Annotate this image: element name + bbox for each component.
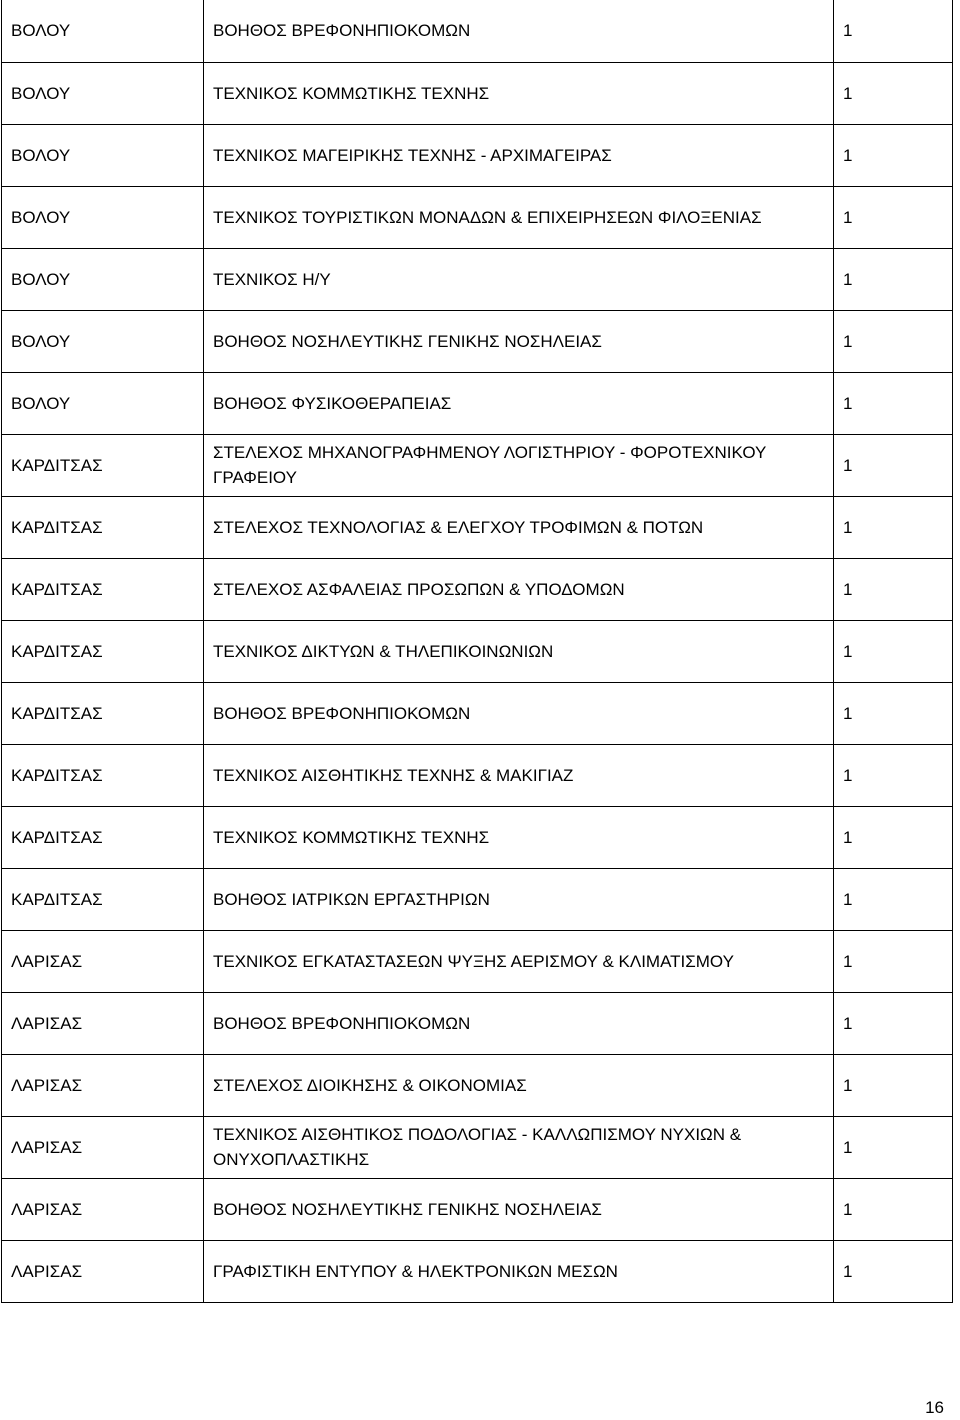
count-cell: 1 [834,434,953,496]
city-cell: ΒΟΛΟΥ [2,124,204,186]
city-cell: ΛΑΡΙΣΑΣ [2,930,204,992]
count-cell: 1 [834,186,953,248]
city-cell: ΚΑΡΔΙΤΣΑΣ [2,434,204,496]
count-cell: 1 [834,620,953,682]
specialty-cell: ΣΤΕΛΕΧΟΣ ΔΙΟΙΚΗΣΗΣ & ΟΙΚΟΝΟΜΙΑΣ [204,1054,834,1116]
city-cell: ΛΑΡΙΣΑΣ [2,992,204,1054]
table-row [2,62,953,124]
city-cell: ΒΟΛΟΥ [2,186,204,248]
specialty-cell: ΒΟΗΘΟΣ ΒΡΕΦΟΝΗΠΙΟΚΟΜΩΝ [204,682,834,744]
specialty-cell: ΣΤΕΛΕΧΟΣ ΜΗΧΑΝΟΓΡΑΦΗΜΕΝΟΥ ΛΟΓΙΣΤΗΡΙΟΥ - ΦΟΡΟΤΕΧΝΙΚΟΥ ΓΡΑΦΕΙΟΥ [204,434,834,496]
city-cell: ΚΑΡΔΙΤΣΑΣ [2,868,204,930]
city-cell: ΚΑΡΔΙΤΣΑΣ [2,620,204,682]
page-number: 16 [925,1398,944,1417]
specialty-cell: ΤΕΧΝΙΚΟΣ ΔΙΚΤΥΩΝ & ΤΗΛΕΠΙΚΟΙΝΩΝΙΩΝ [204,620,834,682]
city-cell: ΒΟΛΟΥ [2,310,204,372]
count-cell: 1 [834,62,953,124]
table-row [2,1240,953,1302]
table-row [2,1054,953,1116]
count-cell: 1 [834,992,953,1054]
specialty-cell: ΣΤΕΛΕΧΟΣ ΑΣΦΑΛΕΙΑΣ ΠΡΟΣΩΠΩΝ & ΥΠΟΔΟΜΩΝ [204,558,834,620]
table-row [2,992,953,1054]
count-cell: 1 [834,310,953,372]
city-cell: ΚΑΡΔΙΤΣΑΣ [2,558,204,620]
specialty-cell: ΤΕΧΝΙΚΟΣ ΑΙΣΘΗΤΙΚΗΣ ΤΕΧΝΗΣ & ΜΑΚΙΓΙΑΖ [204,744,834,806]
count-cell: 1 [834,1240,953,1302]
table-body [2,0,953,1302]
city-cell: ΒΟΛΟΥ [2,372,204,434]
count-cell: 1 [834,248,953,310]
table-row [2,186,953,248]
count-cell: 1 [834,124,953,186]
table-row [2,868,953,930]
table-row [2,744,953,806]
specialty-cell: ΒΟΗΘΟΣ ΙΑΤΡΙΚΩΝ ΕΡΓΑΣΤΗΡΙΩΝ [204,868,834,930]
specialty-cell: ΒΟΗΘΟΣ ΦΥΣΙΚΟΘΕΡΑΠΕΙΑΣ [204,372,834,434]
city-cell: ΚΑΡΔΙΤΣΑΣ [2,806,204,868]
count-cell: 1 [834,1054,953,1116]
specialty-cell: ΤΕΧΝΙΚΟΣ ΑΙΣΘΗΤΙΚΟΣ ΠΟΔΟΛΟΓΙΑΣ - ΚΑΛΛΩΠΙΣΜΟΥ ΝΥΧΙΩΝ & ΟΝΥΧΟΠΛΑΣΤΙΚΗΣ [204,1116,834,1178]
table-row [2,558,953,620]
city-cell: ΛΑΡΙΣΑΣ [2,1116,204,1178]
city-cell: ΛΑΡΙΣΑΣ [2,1178,204,1240]
table-row [2,930,953,992]
table-row [2,620,953,682]
specialty-cell: ΒΟΗΘΟΣ ΒΡΕΦΟΝΗΠΙΟΚΟΜΩΝ [204,992,834,1054]
city-cell: ΚΑΡΔΙΤΣΑΣ [2,744,204,806]
specialty-cell: ΓΡΑΦΙΣΤΙΚΗ ΕΝΤΥΠΟΥ & ΗΛΕΚΤΡΟΝΙΚΩΝ ΜΕΣΩΝ [204,1240,834,1302]
count-cell: 1 [834,1178,953,1240]
city-cell: ΒΟΛΟΥ [2,62,204,124]
specialty-cell: ΤΕΧΝΙΚΟΣ ΤΟΥΡΙΣΤΙΚΩΝ ΜΟΝΑΔΩΝ & ΕΠΙΧΕΙΡΗΣΕΩΝ ΦΙΛΟΞΕΝΙΑΣ [204,186,834,248]
specialty-cell: ΒΟΗΘΟΣ ΝΟΣΗΛΕΥΤΙΚΗΣ ΓΕΝΙΚΗΣ ΝΟΣΗΛΕΙΑΣ [204,310,834,372]
count-cell: 1 [834,744,953,806]
table-row [2,806,953,868]
specialty-cell: ΤΕΧΝΙΚΟΣ Η/Υ [204,248,834,310]
table-row [2,372,953,434]
table-row [2,496,953,558]
table-row [2,434,953,496]
city-cell: ΛΑΡΙΣΑΣ [2,1240,204,1302]
count-cell: 1 [834,558,953,620]
table-row [2,0,953,62]
count-cell: 1 [834,682,953,744]
table-row [2,682,953,744]
count-cell: 1 [834,930,953,992]
table-row [2,1116,953,1178]
city-cell: ΛΑΡΙΣΑΣ [2,1054,204,1116]
count-cell: 1 [834,1116,953,1178]
table-row [2,1178,953,1240]
specialty-cell: ΤΕΧΝΙΚΟΣ ΚΟΜΜΩΤΙΚΗΣ ΤΕΧΝΗΣ [204,62,834,124]
specialty-cell: ΤΕΧΝΙΚΟΣ ΕΓΚΑΤΑΣΤΑΣΕΩΝ ΨΥΞΗΣ ΑΕΡΙΣΜΟΥ & ΚΛΙΜΑΤΙΣΜΟΥ [204,930,834,992]
specialty-cell: ΤΕΧΝΙΚΟΣ ΜΑΓΕΙΡΙΚΗΣ ΤΕΧΝΗΣ - ΑΡΧΙΜΑΓΕΙΡΑΣ [204,124,834,186]
count-cell: 1 [834,372,953,434]
city-cell: ΒΟΛΟΥ [2,248,204,310]
city-cell: ΚΑΡΔΙΤΣΑΣ [2,496,204,558]
specialty-cell: ΒΟΗΘΟΣ ΝΟΣΗΛΕΥΤΙΚΗΣ ΓΕΝΙΚΗΣ ΝΟΣΗΛΕΙΑΣ [204,1178,834,1240]
count-cell: 1 [834,868,953,930]
specialties-table [1,0,953,1303]
city-cell: ΚΑΡΔΙΤΣΑΣ [2,682,204,744]
city-cell: ΒΟΛΟΥ [2,0,204,62]
table-row [2,310,953,372]
count-cell: 1 [834,0,953,62]
specialty-cell: ΤΕΧΝΙΚΟΣ ΚΟΜΜΩΤΙΚΗΣ ΤΕΧΝΗΣ [204,806,834,868]
table-row [2,248,953,310]
table-row [2,124,953,186]
specialty-cell: ΒΟΗΘΟΣ ΒΡΕΦΟΝΗΠΙΟΚΟΜΩΝ [204,0,834,62]
specialty-cell: ΣΤΕΛΕΧΟΣ ΤΕΧΝΟΛΟΓΙΑΣ & ΕΛΕΓΧΟΥ ΤΡΟΦΙΜΩΝ & ΠΟΤΩΝ [204,496,834,558]
count-cell: 1 [834,496,953,558]
count-cell: 1 [834,806,953,868]
